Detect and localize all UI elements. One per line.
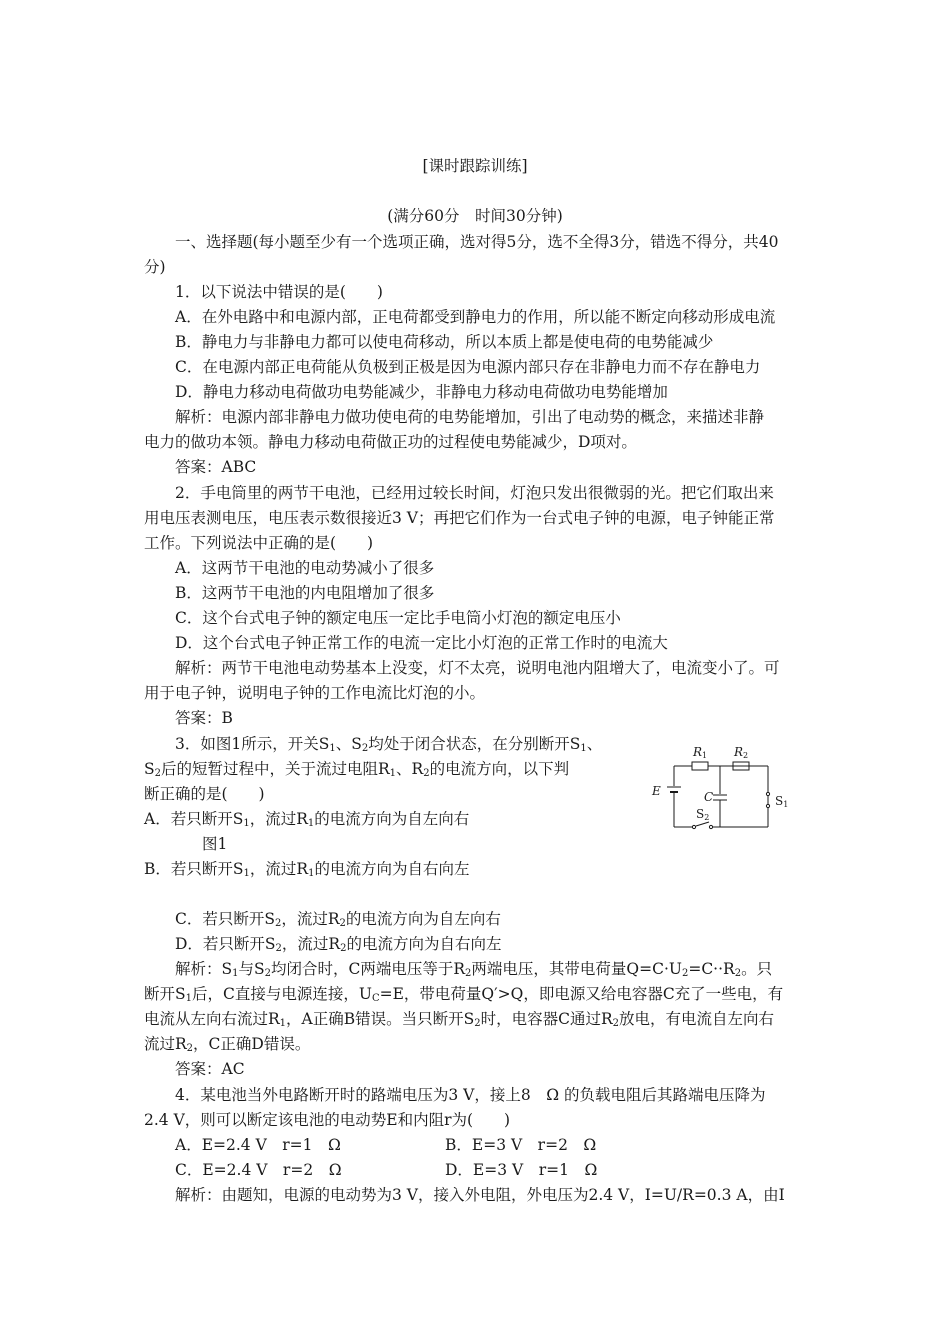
q1-analysis-line2: 电力的做功本领。静电力移动电荷做正功的过程使电势能减少，D项对。 — [144, 433, 637, 451]
label-e: E — [652, 784, 661, 798]
switch-s2-contact-left — [692, 825, 695, 828]
switch-s1-contact-top — [766, 792, 769, 795]
label-s1: S1 — [775, 794, 789, 809]
q4-option-b: B．E=3 V r=2 Ω — [445, 1136, 597, 1154]
q2-option-c: C．这个台式电子钟的额定电压一定比手电筒小灯泡的额定电压小 — [175, 609, 621, 627]
q1-option-d: D．静电力移动电荷做功电势能减少，非静电力移动电荷做功电势能增加 — [175, 383, 668, 401]
q1-answer: 答案：ABC — [175, 458, 257, 476]
q3-option-c: C．若只断开$S_2$，流过$R_2$的电流方向为自左向右 — [175, 910, 501, 929]
figure-caption: 图1 — [202, 835, 228, 853]
q3-option-d: D．若只断开$S_2$，流过$R_2$的电流方向为自右向左 — [175, 935, 502, 954]
circuit-diagram — [640, 738, 790, 838]
label-s2: S2 — [696, 807, 710, 822]
q2-stem-line3: 工作。下列说法中正确的是( ) — [144, 534, 374, 552]
label-r1: R1 — [693, 745, 708, 760]
switch-s2-blade — [696, 822, 709, 826]
q3-stem-line3: 断正确的是( ) — [144, 785, 265, 803]
q3-analysis-line2: 断开$S_1$后，C直接与电源连接，$U_C=E$，带电荷量Q′>Q，即电源又给电容器C充了一些电，有 — [144, 985, 784, 1004]
q4-stem-line2: 2.4 V，则可以断定该电池的电动势E和内阻r为( ) — [144, 1111, 511, 1129]
q4-analysis-line1: 解析：由题知，电源的电动势为3 V，接入外电阻，外电压为2.4 V，I=U/R=0.3 A，由I — [175, 1186, 785, 1204]
q4-option-d: D．E=3 V r=1 Ω — [445, 1161, 598, 1179]
q3-analysis-line1: 解析：$S_1$与$S_2$均闭合时，C两端电压等于$R_2$两端电压，其带电荷量$Q=C\cdot U_2=C\cdot\cdot R_2$。只 — [175, 960, 773, 979]
q2-option-a: A．这两节干电池的电动势减小了很多 — [175, 559, 435, 577]
q1-analysis-line1: 解析：电源内部非静电力做功使电荷的电势能增加，引出了电动势的概念，来描述非静 — [175, 408, 765, 426]
q1-stem: 1．以下说法中错误的是( ) — [175, 283, 383, 301]
resistor-r1-symbol — [692, 762, 708, 770]
q3-option-a: A．若只断开$S_1$，流过$R_1$的电流方向为自左向右 — [144, 810, 470, 829]
q4-option-c: C．E=2.4 V r=2 Ω — [175, 1161, 342, 1179]
q1-option-c: C．在电源内部正电荷能从负极到正极是因为电源内部只存在非静电力而不存在静电力 — [175, 358, 761, 376]
switch-s2-contact-right — [709, 825, 712, 828]
q3-analysis-line4: 流过$R_2$，C正确D错误。 — [144, 1035, 311, 1054]
q1-option-b: B．静电力与非静电力都可以使电荷移动，所以本质上都是使电荷的电势能减少 — [175, 333, 714, 351]
label-r2: R2 — [734, 745, 749, 760]
q2-option-b: B．这两节干电池的内电阻增加了很多 — [175, 584, 435, 602]
q3-stem-line1: 3．如图1所示，开关$S_1$、$S_2$均处于闭合状态，在分别断开$S_1$、 — [175, 735, 603, 754]
q3-stem-line2: $S_2$后的短暂过程中，关于流过电阻$R_1$、$R_2$的电流方向，以下判 — [144, 760, 570, 779]
q1-option-a: A．在外电路中和电源内部，正电荷都受到静电力的作用，所以能不断定向移动形成电流 — [175, 308, 776, 326]
q3-analysis-line3: 电流从左向右流过$R_1$，A正确B错误。当只断开$S_2$时，电容器C通过$R_2$放电，有电流自左向右 — [144, 1010, 775, 1029]
q4-stem-line1: 4．某电池当外电路断开时的路端电压为3 V，接上8 Ω 的负载电阻后其路端电压降为 — [175, 1086, 766, 1104]
q2-stem-line2: 用电压表测电压，电压表示数很接近3 V；再把它们作为一台式电子钟的电源，电子钟能正常 — [144, 509, 775, 527]
q2-analysis-line1: 解析：两节干电池电动势基本上没变，灯不太亮，说明电池内阻增大了，电流变小了。可 — [175, 659, 780, 677]
q4-option-a: A．E=2.4 V r=1 Ω — [175, 1136, 341, 1154]
q3-option-b: B．若只断开$S_1$，流过$R_1$的电流方向为自右向左 — [144, 860, 470, 879]
score-time-note: (满分60分 时间30分钟) — [387, 207, 563, 225]
q2-answer: 答案：B — [175, 709, 233, 727]
q2-analysis-line2: 用于电子钟，说明电子钟的工作电流比灯泡的小。 — [144, 684, 486, 702]
switch-s1-contact-bottom — [766, 804, 769, 807]
q2-option-d: D．这个台式电子钟正常工作的电流一定比小灯泡的正常工作时的电流大 — [175, 634, 668, 652]
q3-answer: 答案：AC — [175, 1060, 245, 1078]
section-title-line1: 一、选择题(每小题至少有一个选项正确，选对得5分，选不全得3分，错选不得分，共40 — [175, 233, 779, 251]
label-c: C — [704, 790, 714, 804]
section-title-line2: 分) — [144, 258, 166, 276]
q2-stem-line1: 2．手电筒里的两节干电池，已经用过较长时间，灯泡只发出很微弱的光。把它们取出来 — [175, 484, 774, 502]
page-header: [课时跟踪训练] — [422, 157, 528, 175]
